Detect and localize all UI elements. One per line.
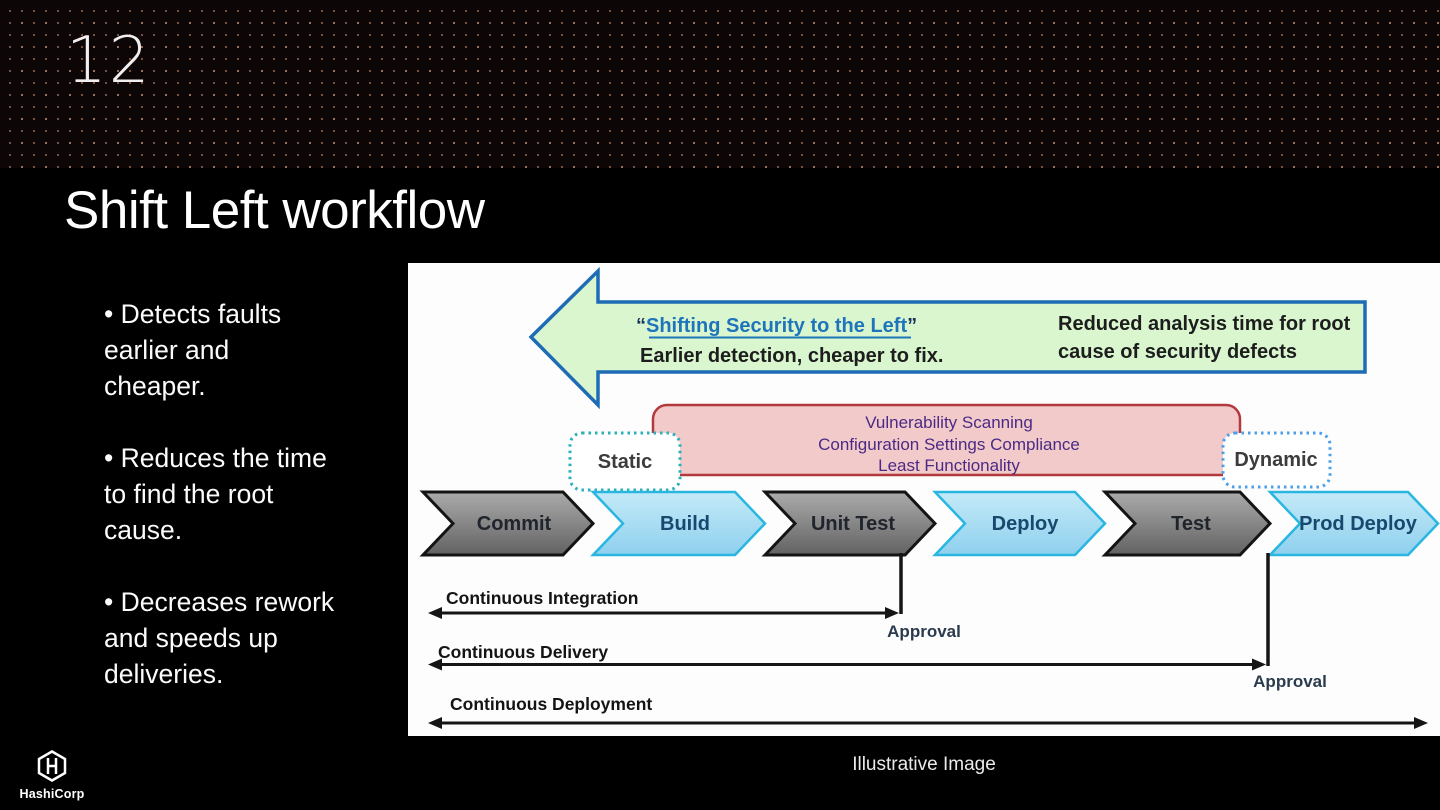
static-tag-label: Static bbox=[597, 451, 653, 473]
slide-number: 12 bbox=[66, 24, 152, 98]
shift-left-diagram-svg bbox=[408, 263, 1440, 736]
timeline-label: Continuous Delivery bbox=[438, 642, 609, 662]
arrowhead-right-icon bbox=[1252, 659, 1266, 671]
bullet-item: • Reduces the time to find the root cause. bbox=[104, 440, 338, 548]
stage-label: Prod Deploy bbox=[1299, 513, 1417, 535]
timeline-label: Continuous Deployment bbox=[450, 694, 653, 714]
hashicorp-mark-icon bbox=[36, 750, 68, 782]
approval-label: Approval bbox=[887, 622, 961, 641]
arrowhead-right-icon bbox=[885, 607, 899, 619]
security-line: Least Functionality bbox=[878, 456, 1020, 475]
shift-left-quote: “Shifting Security to the Left” bbox=[636, 315, 918, 337]
stage-label: Deploy bbox=[991, 513, 1059, 535]
banner-subtitle: Earlier detection, cheaper to fix. bbox=[640, 345, 944, 367]
bullet-list bbox=[104, 296, 338, 728]
stage-label: Commit bbox=[476, 513, 552, 535]
shift-left-link[interactable]: Shifting Security to the Left bbox=[646, 315, 908, 337]
timeline-label: Continuous Integration bbox=[446, 588, 639, 608]
dotted-header-banner bbox=[0, 0, 1440, 168]
image-caption: Illustrative Image bbox=[852, 754, 996, 775]
banner-right-line2: cause of security defects bbox=[1058, 341, 1297, 363]
stage-label: Test bbox=[1171, 513, 1211, 535]
stage-label: Build bbox=[660, 513, 710, 535]
arrowhead-left-icon bbox=[428, 717, 442, 729]
stage-label: Unit Test bbox=[810, 513, 896, 535]
security-line: Vulnerability Scanning bbox=[865, 413, 1033, 432]
hashicorp-logo bbox=[12, 750, 92, 801]
dynamic-tag-label: Dynamic bbox=[1234, 449, 1318, 471]
banner-right-line1: Reduced analysis time for root bbox=[1058, 313, 1351, 335]
approval-label: Approval bbox=[1253, 672, 1327, 691]
arrowhead-left-icon bbox=[428, 607, 442, 619]
page-title: Shift Left workflow bbox=[64, 181, 485, 240]
shift-left-diagram bbox=[408, 263, 1440, 736]
arrowhead-right-icon bbox=[1414, 717, 1428, 729]
hashicorp-wordmark: HashiCorp bbox=[19, 787, 85, 801]
security-line: Configuration Settings Compliance bbox=[818, 435, 1080, 454]
bullet-item: • Detects faults earlier and cheaper. bbox=[104, 296, 338, 404]
bullet-item: • Decreases rework and speeds up deliveries. bbox=[104, 584, 338, 692]
